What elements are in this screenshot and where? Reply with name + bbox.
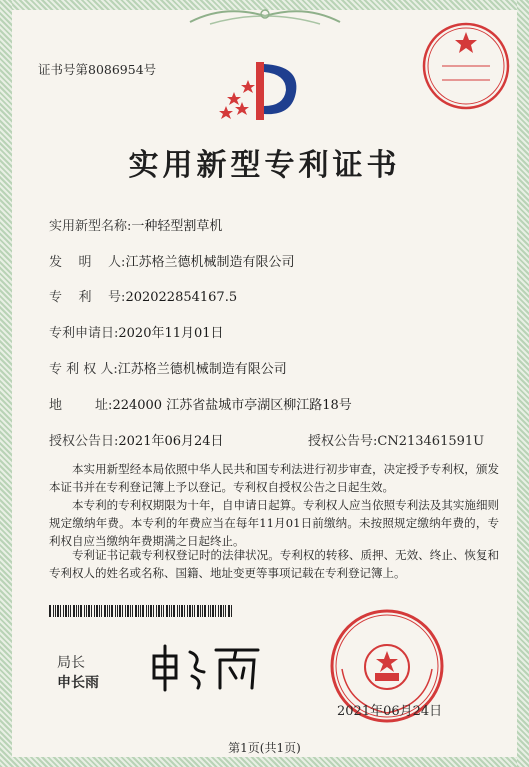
- barcode-bar: [125, 605, 126, 617]
- decorative-border-left: [0, 0, 12, 767]
- filing-date-row: [49, 322, 224, 341]
- barcode-bar: [228, 605, 230, 617]
- barcode-bar: [111, 605, 113, 617]
- barcode-bar: [181, 605, 183, 617]
- barcode-bar: [166, 605, 168, 617]
- address-label: 地 址:: [49, 398, 113, 413]
- barcode-bar: [150, 605, 152, 617]
- inventor-row: [49, 251, 294, 270]
- patentee-row: [49, 358, 287, 377]
- barcode-bar: [146, 605, 147, 617]
- barcode-bar: [225, 605, 226, 617]
- barcode-bar: [80, 605, 82, 617]
- utility-model-name-row: [49, 215, 222, 234]
- paragraph-term: 本专利的专利权期限为十年，自申请日起算。专利权人应当依照专利法及其实施细则规定缴纳年费。本专利的年费应当在每年11月01日前缴纳。未按照规定缴纳年费的，专利权自应当缴纳年费期满之日起终止。: [49, 498, 499, 548]
- inventor-label: 发 明 人:: [49, 255, 126, 270]
- barcode-bar: [130, 605, 131, 617]
- barcode-bar: [63, 605, 64, 617]
- barcode-bar: [202, 605, 203, 617]
- barcode-bar: [117, 605, 118, 617]
- commissioner-title: 局长: [57, 655, 85, 671]
- barcode-bar: [208, 605, 209, 617]
- grant-pub-number-row: [308, 430, 484, 449]
- barcode-bar: [179, 605, 180, 617]
- utility-model-name-value: 一种轻型割草机: [131, 219, 223, 234]
- barcode-bar: [220, 605, 222, 617]
- barcode-bar: [223, 605, 224, 617]
- patent-number-label: 专 利 号:: [49, 290, 126, 305]
- barcode-bar: [163, 605, 164, 617]
- barcode-bar: [122, 605, 123, 617]
- barcode-bar: [109, 605, 110, 617]
- address-value: 224000 江苏省盐城市亭湖区柳江路18号: [112, 398, 352, 413]
- barcode-bar: [53, 605, 54, 617]
- barcode-bar: [140, 605, 141, 617]
- barcode-bar: [177, 605, 178, 617]
- agency-seal: [420, 20, 512, 112]
- paragraph-legal-status: 专利证书记载专利权登记时的法律状况。专利权的转移、质押、无效、终止、恢复和专利权人的姓名或名称、国籍、地址变更等事项记载在专利登记簿上。: [49, 548, 499, 580]
- patentee-label: 专 利 权 人:: [49, 362, 118, 377]
- barcode-bar: [70, 605, 71, 617]
- barcode-bar: [57, 605, 59, 617]
- top-ornament-icon: [185, 2, 345, 28]
- decorative-border-bottom: [0, 757, 529, 767]
- barcode-bar: [73, 605, 75, 617]
- barcode-bar: [94, 605, 95, 617]
- decorative-border-right: [517, 0, 529, 767]
- barcode-bar: [197, 605, 199, 617]
- grant-date-label: 授权公告日:: [49, 434, 119, 449]
- barcode-bar: [115, 605, 116, 617]
- page-number: 第1页(共1页): [228, 741, 301, 755]
- barcode-bar: [212, 605, 214, 617]
- barcode-bar: [60, 605, 61, 617]
- barcode-bar: [204, 605, 206, 617]
- barcode-bar: [192, 605, 193, 617]
- barcode-bar: [161, 605, 162, 617]
- utility-model-name-label: 实用新型名称:: [49, 219, 132, 234]
- barcode-bar: [88, 605, 90, 617]
- barcode-bar: [119, 605, 121, 617]
- barcode-bar: [142, 605, 144, 617]
- barcode-bar: [218, 605, 219, 617]
- commissioner-signature: [146, 638, 266, 694]
- barcode-bar: [107, 605, 108, 617]
- paragraph-grant: 本实用新型经本局依照中华人民共和国专利法进行初步审查，决定授予专利权，颁发本证书并在专利登记簿上予以登记。专利权自授权公告之日起生效。: [49, 462, 499, 494]
- barcode-bar: [187, 605, 188, 617]
- barcode-bar: [101, 605, 102, 617]
- barcode-bar: [173, 605, 175, 617]
- barcode-bar: [86, 605, 87, 617]
- issue-date: 2021年06月24日: [337, 704, 443, 719]
- grant-date-row: [49, 430, 224, 449]
- barcode-bar: [231, 605, 232, 617]
- grant-pub-number-value: CN213461591U: [377, 434, 485, 449]
- patent-number-row: [49, 286, 237, 305]
- commissioner-name: 申长雨: [57, 675, 99, 691]
- barcode-bar: [127, 605, 129, 617]
- certificate-title: 实用新型专利证书: [128, 148, 401, 183]
- barcode-bar: [138, 605, 139, 617]
- barcode-bar: [91, 605, 92, 617]
- barcode-bar: [76, 605, 77, 617]
- grant-date-value: 2021年06月24日: [118, 434, 224, 449]
- patentee-value: 江苏格兰德机械制造有限公司: [117, 362, 287, 377]
- barcode-bar: [210, 605, 211, 617]
- barcode-bar: [135, 605, 137, 617]
- barcode: [49, 605, 234, 617]
- barcode-bar: [55, 605, 56, 617]
- certificate-number: 证书号第8086954号: [38, 62, 157, 77]
- patent-office-logo: [218, 58, 308, 132]
- grant-pub-number-label: 授权公告号:: [308, 434, 378, 449]
- barcode-bar: [184, 605, 185, 617]
- barcode-bar: [49, 605, 51, 617]
- barcode-bar: [84, 605, 85, 617]
- barcode-bar: [200, 605, 201, 617]
- patent-number-value: 202022854167.5: [125, 290, 238, 305]
- inventor-value: 江苏格兰德机械制造有限公司: [125, 255, 295, 270]
- barcode-bar: [194, 605, 195, 617]
- barcode-bar: [65, 605, 67, 617]
- barcode-bar: [132, 605, 133, 617]
- barcode-bar: [215, 605, 216, 617]
- barcode-bar: [99, 605, 100, 617]
- filing-date-value: 2020年11月01日: [118, 326, 224, 341]
- barcode-bar: [96, 605, 98, 617]
- barcode-bar: [158, 605, 160, 617]
- address-row: [49, 394, 352, 413]
- barcode-bar: [169, 605, 170, 617]
- barcode-bar: [156, 605, 157, 617]
- barcode-bar: [171, 605, 172, 617]
- barcode-bar: [189, 605, 191, 617]
- barcode-bar: [148, 605, 149, 617]
- barcode-bar: [68, 605, 69, 617]
- barcode-bar: [104, 605, 106, 617]
- barcode-bar: [153, 605, 154, 617]
- filing-date-label: 专利申请日:: [49, 326, 119, 341]
- barcode-bar: [78, 605, 79, 617]
